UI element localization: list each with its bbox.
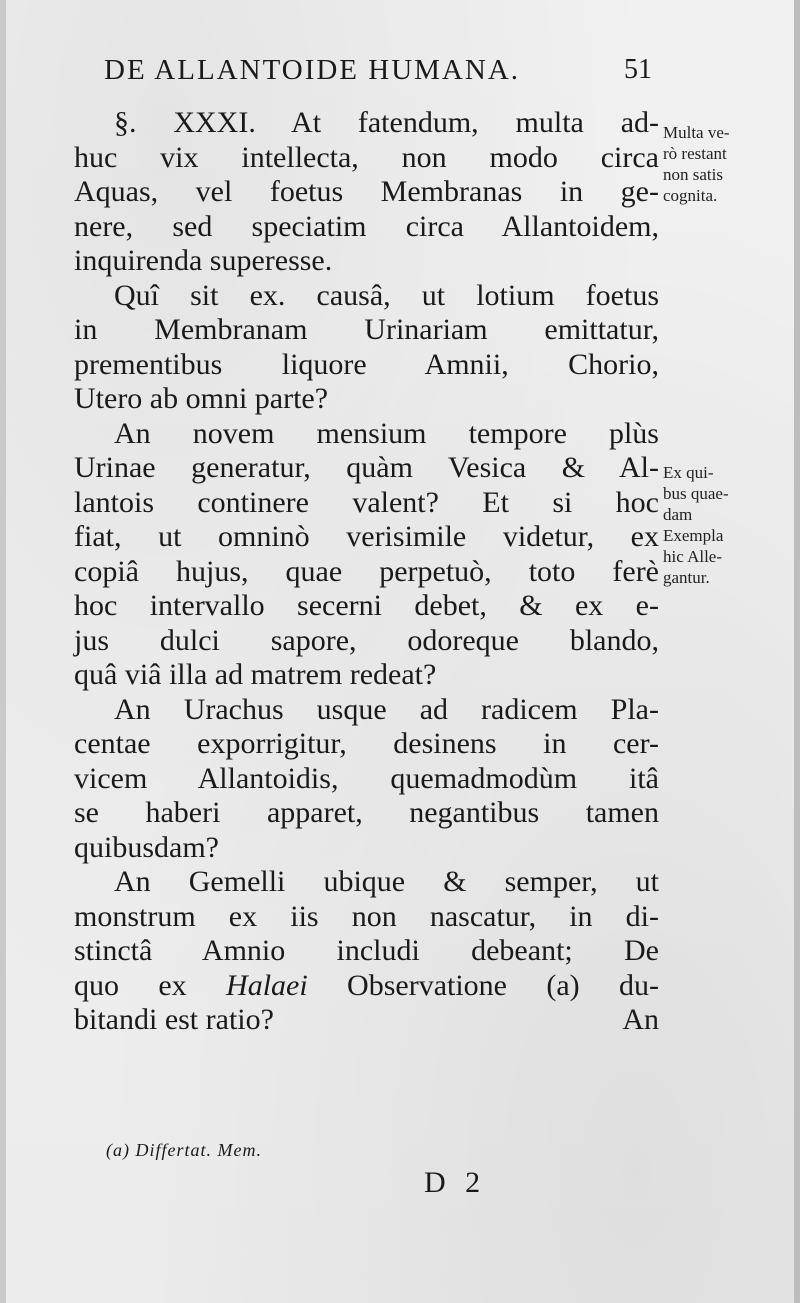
margin-note-line: gantur.: [663, 568, 710, 587]
paragraph-question-gemelli: [74, 865, 659, 1038]
text-line: vicem Allantoidis, quemadmodùm itâ: [74, 761, 659, 795]
paragraph-question-urachus: [74, 693, 659, 866]
author-name-italic: Halaei: [226, 968, 308, 1002]
margin-note-multa: [663, 122, 773, 206]
main-text: [74, 106, 659, 1038]
text-fragment: Observatione (a) du-: [307, 968, 659, 1002]
margin-note-line: cognita.: [663, 186, 718, 205]
text-line: An Gemelli ubique & semper, ut: [114, 865, 659, 898]
text-line: quibusdam?: [74, 830, 219, 864]
text-fragment: bitandi est ratio?: [74, 1003, 274, 1036]
margin-note-line: Ex qui-: [663, 463, 714, 482]
text-line: monstrum ex iis non nascatur, in di-: [74, 899, 659, 933]
text-line: Aquas, vel foetus Membranas in ge-: [74, 175, 659, 208]
paragraph-section-xxxi: [74, 106, 659, 279]
margin-note-line: dam: [663, 505, 693, 524]
text-line: copiâ hujus, quae perpetuò, toto ferè: [74, 554, 659, 588]
text-line: An Urachus usque ad radicem Pla-: [114, 692, 659, 726]
text-line: nere, sed speciatim circa Allantoidem,: [74, 209, 659, 243]
text-fragment: quo ex: [74, 968, 227, 1002]
text-line: Urinae generatur, quàm Vesica & Al-: [74, 451, 659, 484]
text-line: huc vix intellecta, non modo circa: [74, 140, 659, 174]
running-head-title: DE ALLANTOIDE HUMANA.: [104, 54, 521, 86]
text-line: [74, 969, 659, 1004]
text-line: hoc intervallo secerni debet, & ex e-: [74, 589, 659, 622]
margin-note-line: Multa ve-: [663, 123, 730, 142]
text-line: jus dulci sapore, odoreque blando,: [74, 623, 659, 657]
text-line: lantois continere valent? Et si hoc: [74, 485, 659, 519]
text-line: inquirenda superesse.: [74, 244, 333, 277]
text-line: in Membranam Urinariam emittatur,: [74, 313, 659, 346]
text-line: Quî sit ex. causâ, ut lotium foetus: [114, 278, 659, 312]
text-line: centae exporrigitur, desinens in cer-: [74, 727, 659, 760]
signature-mark: D 2: [424, 1166, 487, 1199]
paragraph-question-urinae: [74, 417, 659, 693]
margin-note-line: rò restant: [663, 144, 727, 163]
margin-note-line: hic Alle-: [663, 547, 723, 566]
margin-note-line: Exempla: [663, 526, 724, 545]
text-line: stinctâ Amnio includi debeant; De: [74, 934, 659, 967]
text-line: An novem mensium tempore plùs: [114, 416, 659, 450]
running-head: [104, 50, 664, 90]
text-line: §. XXXI. At fatendum, multa ad-: [114, 106, 659, 139]
footnote: (a) Differtat. Mem.: [106, 1140, 262, 1160]
page-number: 51: [624, 54, 652, 85]
paragraph-question-lotium: [74, 279, 659, 417]
text-line: quâ viâ illa ad matrem redeat?: [74, 658, 437, 691]
margin-note-line: non satis: [663, 165, 723, 184]
text-line: prementibus liquore Amnii, Chorio,: [74, 347, 659, 381]
catchword: An: [622, 1003, 659, 1036]
margin-note-line: bus quae-: [663, 484, 729, 503]
text-line: [74, 1003, 659, 1038]
margin-note-exempla: [663, 462, 773, 588]
text-line: Utero ab omni parte?: [74, 382, 329, 415]
text-line: fiat, ut omninò verisimile videtur, ex: [74, 520, 659, 553]
text-line: se haberi apparet, negantibus tamen: [74, 796, 659, 829]
